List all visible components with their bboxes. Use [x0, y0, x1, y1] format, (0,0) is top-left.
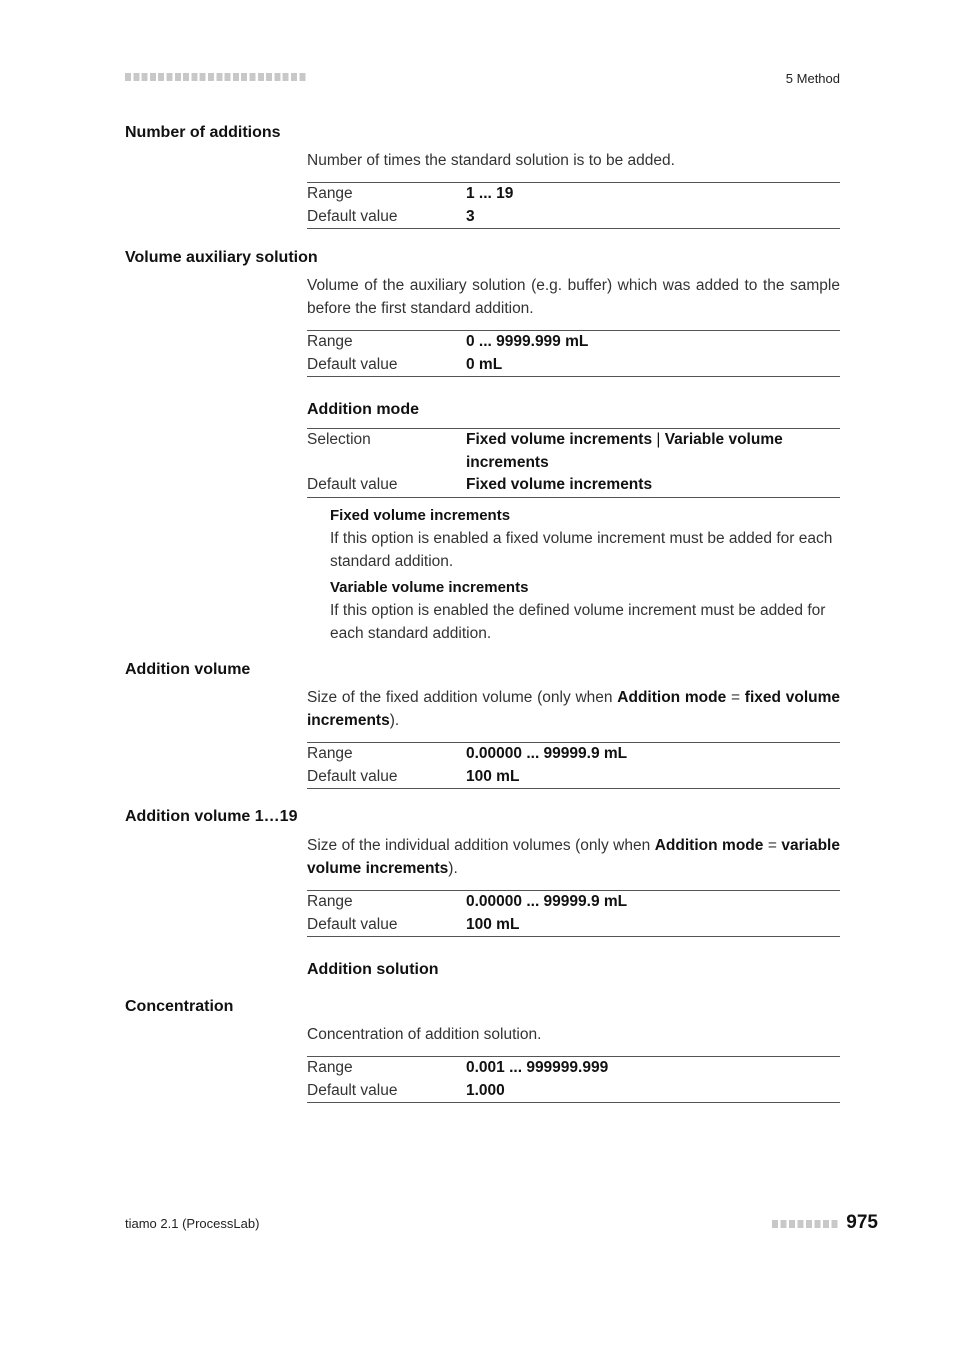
header-decoration — [125, 73, 307, 81]
default-value: 100 mL — [466, 915, 520, 933]
range-row — [307, 891, 840, 914]
default-label: Default value — [307, 355, 398, 373]
section-title-volume-auxiliary: Volume auxiliary solution — [125, 249, 318, 266]
default-row — [307, 206, 840, 229]
range-label: Range — [307, 333, 353, 350]
desc-value: variable volume increments — [307, 837, 840, 877]
desc-value: fixed volume increments — [307, 689, 840, 729]
desc-end: ). — [389, 711, 400, 729]
selection-row — [307, 429, 840, 474]
section-description — [307, 687, 840, 732]
parameter-table — [307, 330, 840, 377]
range-value: 1 ... 19 — [466, 185, 514, 202]
section-description: Volume of the auxiliary solution (e.g. buffer) which was added to the sample before the first standard addition. — [307, 277, 840, 317]
default-value: Fixed volume increments — [466, 476, 653, 493]
option-description-fixed: If this option is enabled a fixed volume increment must be added for each standard addition. — [330, 530, 833, 570]
section-title-addition-volume: Addition volume — [125, 661, 251, 678]
desc-equals: = — [726, 689, 745, 706]
parameter-table — [307, 742, 840, 789]
section-title-number-of-additions: Number of additions — [125, 124, 281, 141]
desc-param: Addition mode — [654, 837, 764, 854]
parameter-table — [307, 428, 840, 498]
default-row — [307, 474, 840, 497]
section-title-addition-volume-n: Addition volume 1…19 — [125, 808, 298, 825]
desc-text: Size of the individual addition volumes (only when — [307, 837, 655, 854]
desc-param: Addition mode — [617, 689, 727, 706]
range-value: 0.001 ... 999999.999 — [466, 1059, 609, 1076]
default-value: 3 — [466, 207, 475, 225]
option-variable: Variable volume increments — [466, 431, 783, 471]
range-row — [307, 743, 840, 766]
selection-values — [466, 429, 840, 474]
footer-decoration — [772, 1220, 840, 1228]
option-title-fixed: Fixed volume increments — [330, 507, 511, 524]
range-row — [307, 183, 840, 206]
chapter-header: 5 Method — [785, 71, 840, 86]
parameter-table — [307, 1056, 840, 1103]
parameter-table — [307, 890, 840, 937]
default-row — [307, 1080, 840, 1103]
parameter-table — [307, 182, 840, 229]
range-value: 0 ... 9999.999 mL — [466, 333, 589, 350]
footer-product: tiamo 2.1 (ProcessLab) — [125, 1216, 260, 1231]
range-label: Range — [307, 893, 353, 910]
range-label: Range — [307, 185, 353, 202]
range-label: Range — [307, 1059, 353, 1076]
desc-text: Size of the fixed addition volume (only when — [307, 689, 618, 706]
range-value: 0.00000 ... 99999.9 mL — [466, 745, 628, 762]
page-number: 975 — [846, 1212, 878, 1233]
option-fixed: Fixed volume increments — [466, 431, 653, 448]
default-value: 100 mL — [466, 767, 520, 785]
desc-end: ). — [448, 859, 458, 877]
subsection-title-addition-solution: Addition solution — [307, 961, 439, 978]
default-row — [307, 914, 840, 937]
option-description-variable: If this option is enabled the defined volume increment must be added for each standard addition. — [330, 602, 826, 642]
desc-equals: = — [763, 837, 782, 854]
default-row — [307, 354, 840, 377]
default-value: 0 mL — [466, 355, 503, 373]
section-title-concentration: Concentration — [125, 998, 234, 1015]
range-label: Range — [307, 745, 353, 762]
default-label: Default value — [307, 767, 398, 785]
default-label: Default value — [307, 207, 398, 225]
default-value: 1.000 — [466, 1081, 505, 1099]
section-description — [307, 835, 840, 880]
default-label: Default value — [307, 915, 398, 933]
selection-label: Selection — [307, 431, 371, 448]
section-description: Number of times the standard solution is to be added. — [307, 152, 675, 169]
default-label: Default value — [307, 1081, 398, 1099]
option-title-variable: Variable volume increments — [330, 579, 529, 596]
option-separator: | — [652, 431, 665, 448]
range-row — [307, 331, 840, 354]
section-description: Concentration of addition solution. — [307, 1026, 542, 1043]
range-value: 0.00000 ... 99999.9 mL — [466, 893, 628, 910]
default-label: Default value — [307, 476, 398, 493]
subsection-title-addition-mode: Addition mode — [307, 401, 419, 418]
range-row — [307, 1057, 840, 1080]
default-row — [307, 766, 840, 789]
